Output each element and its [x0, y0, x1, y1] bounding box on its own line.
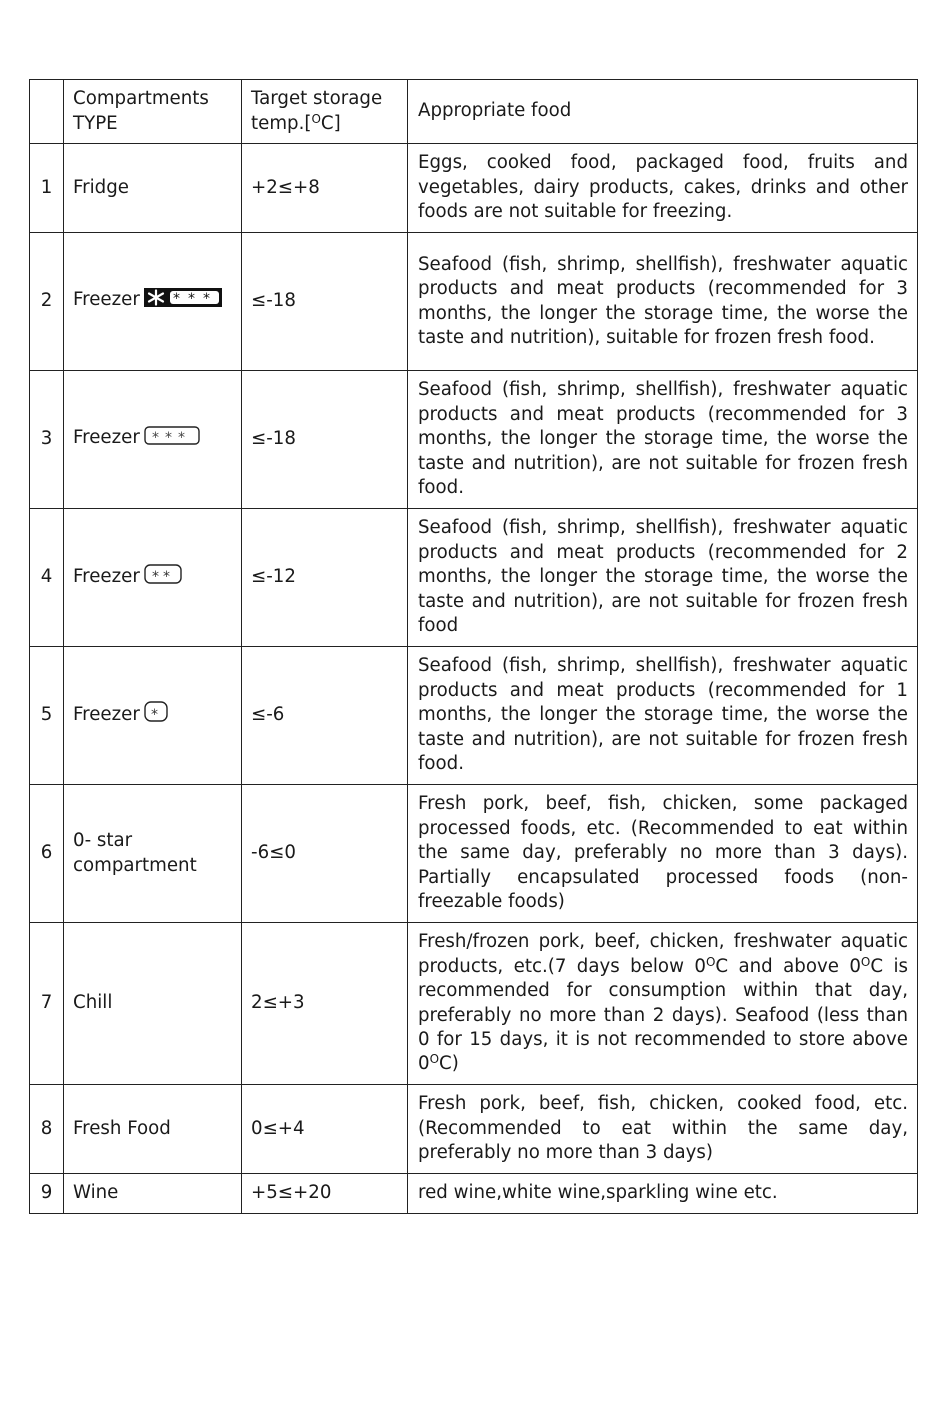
table-row [30, 144, 918, 233]
three-star-freezer-icon [144, 426, 200, 452]
target-temp: ≤-18 [242, 371, 408, 509]
appropriate-food: Seafood (fish, shrimp, shellfish), freshwater aquatic products and meat products (recommended for 3 months, the longer the storage time, the worse the taste and nutrition), suitable for frozen fresh food. [408, 233, 918, 371]
svg-text:*: * [164, 430, 172, 446]
target-temp: +5≤+20 [242, 1174, 408, 1214]
svg-text:*: * [177, 430, 185, 446]
compartment-type-cell [64, 233, 242, 371]
appropriate-food: Seafood (fish, shrimp, shellfish), freshwater aquatic products and meat products (recommended for 2 months, the longer the storage time, the worse the taste and nutrition), are not suitable for frozen fresh food [408, 509, 918, 647]
compartment-type: Fridge [64, 144, 242, 233]
table-row [30, 509, 918, 647]
row-number: 2 [30, 233, 64, 371]
compartment-type: Freezer [73, 565, 140, 587]
appropriate-food: Fresh/frozen pork, beef, chicken, freshwater aquatic products, etc.(7 days below $0^OC$ and above $0^OC$ is recommended for consumption within that day, preferably no more than 2 days). Seafood (less than 0 for 15 days, it is not recommended to store above $0^OC$) [408, 923, 918, 1085]
row-number: 4 [30, 509, 64, 647]
header-appropriate-food: Appropriate food [408, 80, 918, 144]
target-temp: ≤-18 [242, 233, 408, 371]
compartment-type: Freezer [73, 289, 140, 311]
svg-text:*: * [187, 291, 195, 308]
target-temp: -6≤0 [242, 785, 408, 923]
appropriate-food: Seafood (fish, shrimp, shellfish), freshwater aquatic products and meat products (recommended for 1 months, the longer the storage time, the worse the taste and nutrition), are not suitable for frozen fresh food. [408, 647, 918, 785]
compartment-type-cell [64, 647, 242, 785]
header-compartment-type: Compartments TYPE [64, 80, 242, 144]
appropriate-food: Fresh pork, beef, fish, chicken, some packaged processed foods, etc. (Recommended to eat within the same day, preferably no more than 3 days). Partially encapsulated processed foods (non-freezable foods) [408, 785, 918, 923]
row-number: 7 [30, 923, 64, 1085]
target-temp: +2≤+8 [242, 144, 408, 233]
compartment-type: Freezer [73, 427, 140, 449]
table-row [30, 785, 918, 923]
row-number: 8 [30, 1085, 64, 1174]
table-header-row [30, 80, 918, 144]
table-row [30, 233, 918, 371]
target-temp: 2≤+3 [242, 923, 408, 1085]
svg-text:*: * [202, 291, 210, 308]
svg-text:*: * [150, 707, 158, 723]
compartment-type: Chill [64, 923, 242, 1085]
compartment-type: Freezer [73, 704, 140, 726]
compartment-type: Fresh Food [64, 1085, 242, 1174]
one-star-freezer-icon [144, 701, 168, 729]
compartment-type-cell [64, 371, 242, 509]
table-row [30, 1085, 918, 1174]
appropriate-food: Eggs, cooked food, packaged food, fruits and vegetables, dairy products, cakes, drinks and other foods are not suitable for freezing. [408, 144, 918, 233]
row-number: 6 [30, 785, 64, 923]
table-row [30, 923, 918, 1085]
target-temp: 0≤+4 [242, 1085, 408, 1174]
svg-text:*: * [151, 568, 159, 584]
row-number: 5 [30, 647, 64, 785]
row-number: 9 [30, 1174, 64, 1214]
compartment-type: Wine [64, 1174, 242, 1214]
header-number [30, 80, 64, 144]
appropriate-food: Fresh pork, beef, fish, chicken, cooked food, etc. (Recommended to eat within the same day, preferably no more than 3 days) [408, 1085, 918, 1174]
target-temp: ≤-12 [242, 509, 408, 647]
target-temp: ≤-6 [242, 647, 408, 785]
compartment-type-cell [64, 509, 242, 647]
svg-text:*: * [172, 291, 180, 308]
table-row [30, 647, 918, 785]
table-row [30, 1174, 918, 1214]
four-star-freezer-icon [144, 288, 222, 314]
row-number: 3 [30, 371, 64, 509]
row-number: 1 [30, 144, 64, 233]
two-star-freezer-icon [144, 564, 182, 591]
appropriate-food: red wine,white wine,sparkling wine etc. [408, 1174, 918, 1214]
table-row [30, 371, 918, 509]
appropriate-food: Seafood (fish, shrimp, shellfish), freshwater aquatic products and meat products (recommended for 3 months, the longer the storage time, the worse the taste and nutrition), are not suitable for frozen fresh food. [408, 371, 918, 509]
header-target-temp: Target storage temp.[$^O$C] [242, 80, 408, 144]
svg-text:*: * [151, 430, 159, 446]
compartments-table [29, 79, 918, 1214]
compartment-type: 0- star compartment [64, 785, 242, 923]
svg-text:*: * [162, 568, 170, 584]
